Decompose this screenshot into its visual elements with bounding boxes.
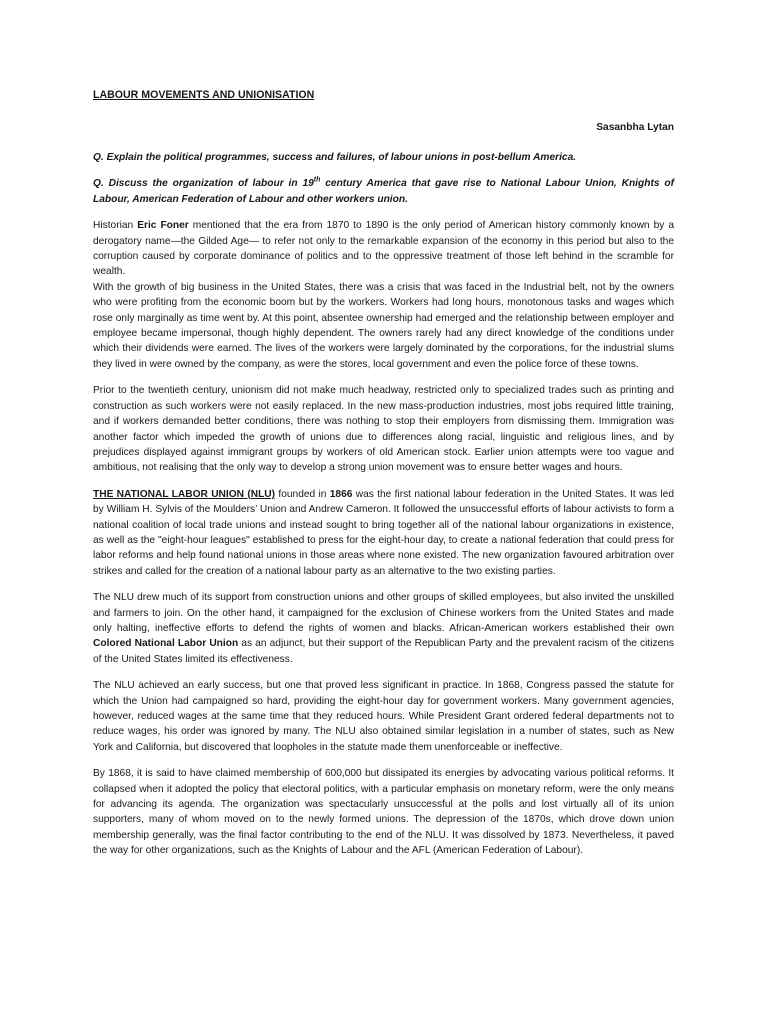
paragraph-1-end: mentioned that the era from 1870 to 1890 is the only period of American history commonly known by a derogatory name—the Gilded Age— to refer not only to the remarkable expansion of the economy in this period but also to the corruption caused by corporate dominance of politics and to the oppressive treatment of those left behind in the scramble for wealth.	[93, 220, 675, 278]
paragraph-5-end: as an adjunct, but their support of the Republican Party and the prevalent racism of the citizens of the United States limited its effectiveness.	[93, 638, 674, 665]
paragraph-1-start: Historian	[93, 220, 138, 232]
nlu-heading: THE NATIONAL LABOR UNION (NLU)	[93, 488, 276, 500]
paragraph-1	[93, 218, 674, 280]
paragraph-7: By 1868, it is said to have claimed membership of 600,000 but dissipated its energies by advocating various political reforms. It collapsed when it adopted the policy that electoral politics, with a particular emphasis on monetary reform, were the only means for advancing its agenda. The organization was spectacularly unsuccessful at the polls and lost virtually all of its union supporters, many of whom moved on to the newly formed unions. The depression of the 1870s, which drove down union membership generally, was the final factor contributing to the end of the NLU. It was dissolved by 1873. Nevertheless, it paved the way for other organizations, such as the Knights of Labour and the AFL (American Federation of Labour).	[93, 768, 674, 857]
paragraph-4-mid: founded in	[275, 488, 330, 500]
paragraph-4	[93, 487, 674, 579]
document-title: LABOUR MOVEMENTS AND UNIONISATION	[93, 89, 315, 101]
paragraph-2: With the growth of big business in the United States, there was a crisis that was faced in the Industrial belt, not by the owners who were profiting from the economic boom but by the workers. Workers had long hours, monotonous tasks and wages which rose only marginally as time went by. At this point, absentee ownership had emerged and the relationship between employer and employee became impersonal, though highly dependent. The owners rarely had any direct knowledge of the conditions under which their dividends were earned. The lives of the workers were largely dominated by the corporations, for the industrial slums they lived in were owned by the company, as were the stores, local government and even the police force of these towns.	[93, 281, 674, 370]
historian-name: Eric Foner	[137, 220, 189, 232]
question-2	[93, 176, 674, 207]
author-name: Sasanbha Lytan	[596, 122, 674, 133]
paragraph-5	[93, 590, 674, 667]
question-2-superscript: th	[313, 177, 321, 185]
paragraph-6: The NLU achieved an early success, but one that proved less significant in practice. In 1868, Congress passed the statute for which the Union had campaigned so hard, providing the eight-hour day for government workers. Many government agencies, however, reduced wages at the same time that they reduced hours. While President Grant ordered federal departments not to reduce wages, his order was ignored by many. The NLU also obtained similar legislation in a number of states, such as New York and California, but discovered that loopholes in the statute made them unenforceable or ineffective.	[93, 680, 674, 753]
question-1: Q. Explain the political programmes, success and failures, of labour unions in post-bellum America.	[93, 152, 577, 163]
founding-year: 1866	[329, 488, 353, 500]
question-2-text-start: Q. Discuss the organization of labour in 19	[93, 178, 314, 190]
paragraph-3: Prior to the twentieth century, unionism did not make much headway, restricted only to specialized trades such as printing and construction as such workers were not easily replaced. In the new mass-production industries, most jobs required little training, and if workers demanded better conditions, there was nothing to stop their employers from dismissing them. Immigration was another factor which impeded the growth of unions due to differences along racial, linguistic and religious lines, and by prejudices displayed against immigrant groups by workers of old American stock. Earlier union attempts were too vague and ambitious, not realising that the only way to develop a strong union movement was to ensure better wages and hours.	[93, 385, 674, 474]
question-2-text-end: century America that gave rise to National Labour Union, Knights of Labour, American Federation of Labour and other workers union.	[93, 178, 674, 205]
colored-union-name: Colored National Labor Union	[93, 638, 239, 650]
paragraph-5-start: The NLU drew much of its support from construction unions and other groups of skilled employees, but also invited the unskilled and farmers to join. On the other hand, it campaigned for the exclusion of Chinese workers from the United States and made only halting, ineffective efforts to defend the rights of women and blacks. African-American workers established their own	[93, 592, 674, 634]
paragraph-4-end: was the first national labour federation in the United States. It was led by William H. Sylvis of the Moulders’ Union and Andrew Cameron. It followed the unsuccessful efforts of labour activists to form a national coalition of local trade unions and instead sought to bring together all of the national labour organizations in existence, as well as the "eight-hour leagues" established to press for the eight-hour day, to create a national federation that could press for labor reforms and help found national unions in those areas where none existed. The new organization favoured arbitration over strikes and called for the creation of a national labour party as an alternative to the two existing parties.	[93, 488, 674, 577]
